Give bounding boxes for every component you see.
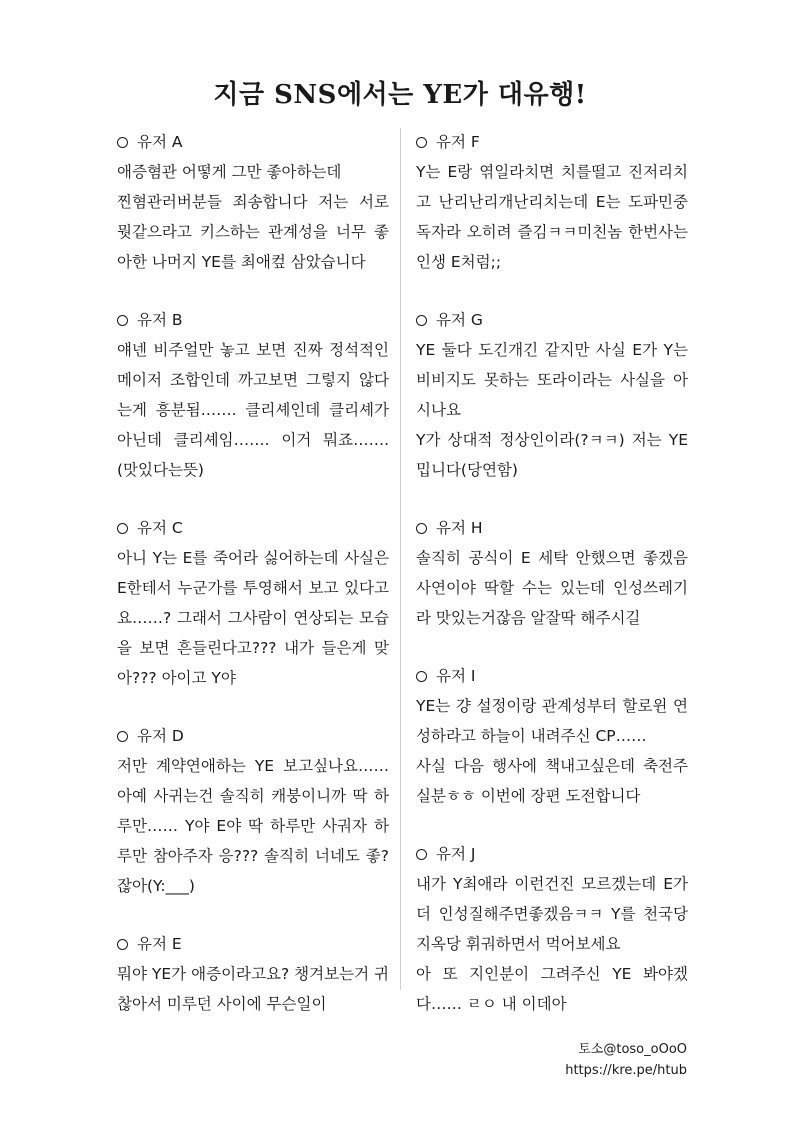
user-comment xyxy=(117,335,389,485)
user-entry xyxy=(416,305,688,485)
circle-bullet-icon xyxy=(117,137,128,148)
user-entry-header xyxy=(416,127,688,157)
user-entry xyxy=(117,721,389,901)
user-label: 유저 F xyxy=(436,133,480,151)
user-label: 유저 H xyxy=(436,519,483,537)
comment-paragraph: 사실 다음 행사에 책내고싶은데 축전주실분ㅎㅎ 이번에 장편 도전합니다 xyxy=(416,757,688,805)
user-comment xyxy=(117,751,389,901)
user-entry-header xyxy=(117,513,389,543)
comment-paragraph: 아 또 지인분이 그려주신 YE 봐야겠다…… ㄹㅇ 내 이데아 xyxy=(416,965,688,1013)
user-entry xyxy=(416,127,688,277)
comment-paragraph: 내가 Y최애라 이런건진 모르겠는데 E가 더 인성질해주면좋겠음ㅋㅋ Y를 천국당 지옥당 휘궈하면서 먹어보세요 xyxy=(416,875,688,953)
circle-bullet-icon xyxy=(117,731,128,742)
comment-paragraph: Y가 상대적 정상인이라(?ㅋㅋ) 저는 YE 밉니다(당연함) xyxy=(416,431,688,479)
user-entry-header xyxy=(117,305,389,335)
comment-paragraph: 찐혐관러버분들 죄송합니다 저는 서로 뭣같으라고 키스하는 관계성을 너무 좋아한 나머지 YE를 최애컾 삼았습니다 xyxy=(117,193,389,271)
comment-paragraph: 뭐야 YE가 애증이라고요? 챙겨보는거 귀찮아서 미루던 사이에 무슨일이 xyxy=(117,965,389,1013)
source-link[interactable]: https://kre.pe/htub xyxy=(565,1063,687,1078)
user-comment xyxy=(117,959,389,1019)
author-credit: 토소@toso_oOoO xyxy=(578,1042,687,1057)
user-entry-header xyxy=(117,127,389,157)
user-entry xyxy=(117,513,389,693)
user-label: 유저 G xyxy=(436,311,483,329)
user-comment xyxy=(117,543,389,693)
circle-bullet-icon xyxy=(416,671,427,682)
user-entry-header xyxy=(117,929,389,959)
circle-bullet-icon xyxy=(416,849,427,860)
user-label: 유저 I xyxy=(436,667,476,685)
comment-paragraph: 아니 Y는 E를 죽어라 싫어하는데 사실은 E한테서 누군가를 투영해서 보고 있다고요……? 그래서 그사람이 연상되는 모습을 보면 흔들린다고??? 내가 들은게 맞아??? 아이고 Y야 xyxy=(117,549,389,687)
user-label: 유저 A xyxy=(137,133,183,151)
user-comment xyxy=(416,691,688,811)
user-entry xyxy=(117,929,389,1019)
user-entry-header xyxy=(416,305,688,335)
user-comment xyxy=(416,157,688,277)
user-comment xyxy=(117,157,389,277)
circle-bullet-icon xyxy=(416,137,427,148)
user-entry-header xyxy=(117,721,389,751)
user-comment xyxy=(416,335,688,485)
user-entry-header xyxy=(416,661,688,691)
comment-paragraph: Y는 E랑 엮일라치면 치를떨고 진저리치고 난리난리개난리치는데 E는 도파민중독자라 오히려 즐김ㅋㅋ미친놈 한번사는인생 E처럼;; xyxy=(416,163,688,271)
user-entry xyxy=(117,127,389,277)
user-label: 유저 J xyxy=(436,845,476,863)
user-entry xyxy=(416,839,688,1019)
comment-paragraph: 저만 계약연애하는 YE 보고싶나요…… 아예 사귀는건 솔직히 캐붕이니까 딱 하루만…… Y야 E야 딱 하루만 사궈자 하루만 참아주자 응??? 솔직히 너네도 좋?잖아(Y:___) xyxy=(117,757,389,895)
user-label: 유저 E xyxy=(137,935,182,953)
user-label: 유저 C xyxy=(137,519,183,537)
user-comment xyxy=(416,543,688,633)
comment-paragraph: YE 둘다 도긴개긴 같지만 사실 E가 Y는 비비지도 못하는 또라이라는 사실을 아시나요 xyxy=(416,341,688,419)
user-entry-header xyxy=(416,513,688,543)
user-label: 유저 D xyxy=(137,727,184,745)
comment-paragraph: 얘넨 비주얼만 놓고 보면 진짜 정석적인 메이저 조합인데 까고보면 그렇지 않다는게 흥분됨……. 클리셰인데 클리셰가 아닌데 클리셰임……. 이거 뭐죠……. (맛있다는뜻) xyxy=(117,341,389,479)
comment-paragraph: 솔직히 공식이 E 세탁 안했으면 좋겠음 사연이야 딱할 수는 있는데 인성쓰레기라 맛있는거잖음 알잘딱 해주시길 xyxy=(416,549,688,627)
circle-bullet-icon xyxy=(117,315,128,326)
comment-paragraph: YE는 걍 설정이랑 관계성부터 할로윈 연성하라고 하늘이 내려주신 CP…… xyxy=(416,697,688,745)
user-label: 유저 B xyxy=(137,311,183,329)
left-column xyxy=(117,127,389,1047)
page-title: 지금 SNS에서는 YE가 대유행! xyxy=(213,80,587,110)
user-entry xyxy=(416,661,688,811)
circle-bullet-icon xyxy=(416,315,427,326)
circle-bullet-icon xyxy=(416,523,427,534)
comment-paragraph: 애증혐관 어떻게 그만 좋아하는데 xyxy=(117,163,342,181)
user-entry xyxy=(416,513,688,633)
footer xyxy=(565,1039,687,1081)
user-comment xyxy=(416,869,688,1019)
circle-bullet-icon xyxy=(117,523,128,534)
user-entry xyxy=(117,305,389,485)
right-column xyxy=(416,127,688,1047)
column-divider xyxy=(400,128,401,990)
user-entry-header xyxy=(416,839,688,869)
circle-bullet-icon xyxy=(117,939,128,950)
